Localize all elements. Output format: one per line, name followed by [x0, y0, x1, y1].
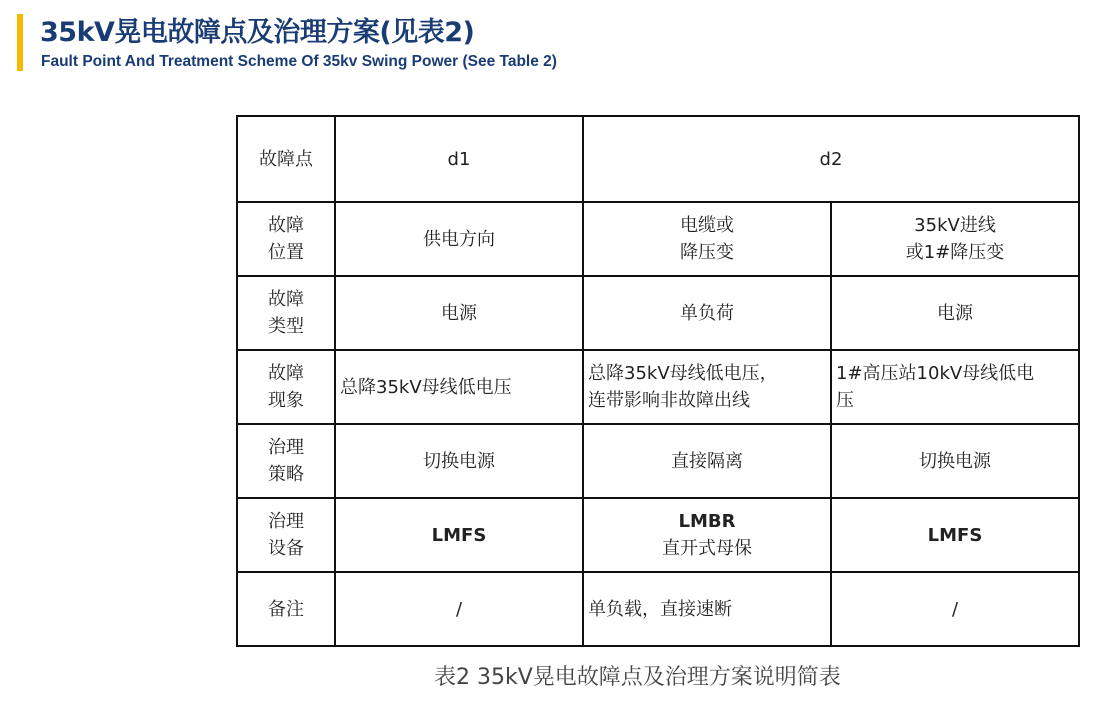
row-label-line: 故障: [268, 363, 304, 384]
d1-cell: LMFS: [335, 498, 583, 572]
cell-line: 降压变: [680, 242, 734, 263]
cell-line: 总降35kV母线低电压，: [588, 363, 778, 384]
row-label-cell: [237, 424, 335, 498]
cell-line: 电缆或: [680, 215, 734, 236]
row-label-cell: [237, 498, 335, 572]
cell-line: 35kV进线: [914, 215, 996, 236]
cell-line: 压: [836, 390, 854, 411]
d1-cell: [335, 202, 583, 276]
fault-table: [236, 115, 1080, 647]
cell-line: LMBR: [678, 511, 736, 532]
row-label-line: 治理: [268, 511, 304, 532]
table-row: [237, 350, 1079, 424]
d1-cell: 电源: [335, 276, 583, 350]
row-label-line: 类型: [268, 316, 304, 337]
cell-line: 1#高压站10kV母线低电: [836, 363, 1035, 384]
table-row: [237, 276, 1079, 350]
d1-cell: /: [335, 572, 583, 646]
row-label-line: 故障: [268, 289, 304, 310]
d2-cable-cell: 单负荷: [583, 276, 831, 350]
d2-incoming-cell: LMFS: [831, 498, 1079, 572]
cell-line: 直开式母保: [662, 538, 752, 559]
d2-cable-cell: 直接隔离: [583, 424, 831, 498]
header-d1-cell: d1: [335, 116, 583, 202]
d2-cable-cell: [583, 350, 831, 424]
cell-line: 连带影响非故障出线: [588, 390, 750, 411]
row-label-line: 位置: [268, 242, 304, 263]
row-label-cell: [237, 202, 335, 276]
d2-cable-cell: [583, 202, 831, 276]
d2-incoming-cell: /: [831, 572, 1079, 646]
table-row: [237, 202, 1079, 276]
table-header-row: [237, 116, 1079, 202]
d2-incoming-cell: [831, 202, 1079, 276]
row-label-cell: [237, 276, 335, 350]
row-label-line: 策略: [268, 464, 304, 485]
d2-incoming-cell: 电源: [831, 276, 1079, 350]
row-label-cell: 备注: [237, 572, 335, 646]
d1-cell: 切换电源: [335, 424, 583, 498]
page-title: 35kV晃电故障点及治理方案(见表2): [40, 17, 475, 48]
row-label-cell: [237, 350, 335, 424]
table-row: [237, 424, 1079, 498]
table-row: [237, 572, 1079, 646]
cell-line: 供电方向: [423, 228, 495, 250]
row-label-line: 治理: [268, 437, 304, 458]
accent-bar: [17, 14, 23, 71]
row-label-line: 现象: [268, 390, 304, 411]
table-caption: 表2 35kV晃电故障点及治理方案说明简表: [434, 665, 841, 690]
cell-line: 或1#降压变: [905, 242, 1005, 263]
row-label-line: 设备: [268, 538, 304, 559]
row-label-line: 故障: [268, 215, 304, 236]
d1-cell: 总降35kV母线低电压: [335, 350, 583, 424]
header-d2-cell: d2: [583, 116, 1079, 202]
d2-cable-cell: [583, 498, 831, 572]
table-row: [237, 498, 1079, 572]
header-label-cell: 故障点: [237, 116, 335, 202]
d2-incoming-cell: 切换电源: [831, 424, 1079, 498]
d2-incoming-cell: [831, 350, 1079, 424]
page-subtitle: Fault Point And Treatment Scheme Of 35kv Swing Power (See Table 2): [41, 53, 557, 70]
d2-cable-cell: 单负载，直接速断: [583, 572, 831, 646]
